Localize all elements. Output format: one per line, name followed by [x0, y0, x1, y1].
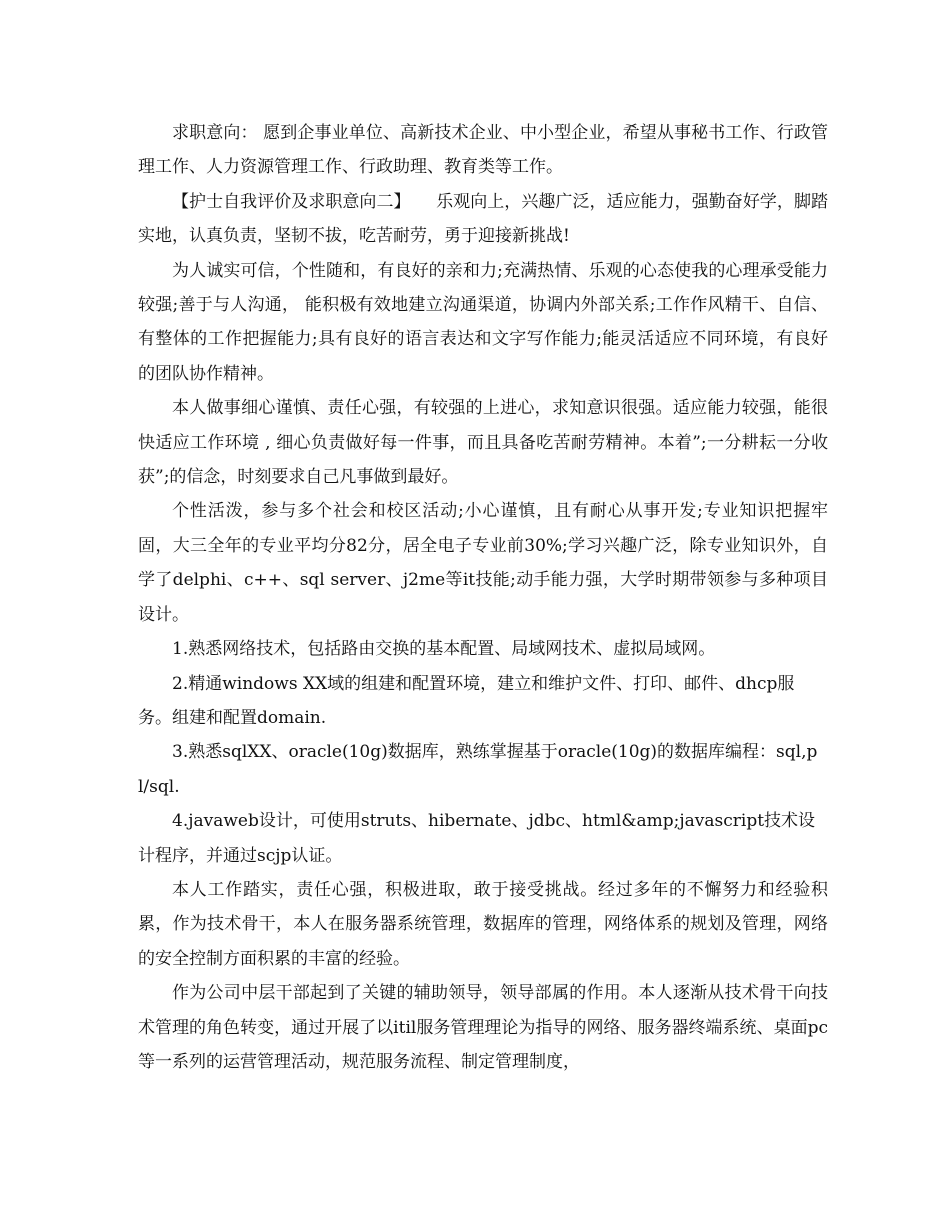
paragraph-education-skills: 个性活泼，参与多个社会和校区活动;小心谨慎，且有耐心从事开发;专业知识把握牢固，大三全年的专业平均分82分，居全电子专业前30%;学习兴趣广泛，除专业知识外，自学了delphi、c++、sql server、j2me等it技能;动手能力强，大学时期带领参与多种项目设计。 [138, 501, 828, 625]
paragraph-skill-database: 3.熟悉sqlXX、oracle(10g)数据库，熟练掌握基于oracle(10g)的数据库编程：sql,pl/sql. [138, 742, 818, 797]
document-page [138, 116, 828, 1079]
paragraph-job-intention: 求职意向： 愿到企事业单位、高新技术企业、中小型企业，希望从事秘书工作、行政管理工作、人力资源管理工作、行政助理、教育类等工作。 [138, 123, 828, 178]
paragraph-self-evaluation-heading: 【护士自我评价及求职意向二】 乐观向上，兴趣广泛，适应能力，强勤奋好学，脚踏实地，认真负责，坚韧不拔，吃苦耐劳，勇于迎接新挑战! [138, 191, 828, 247]
paragraph-personality: 为人诚实可信，个性随和，有良好的亲和力;充满热情、乐观的心态使我的心理承受能力较强;善于与人沟通， 能积极有效地建立沟通渠道，协调内外部关系;工作作风精干、自信、有整体的工作把握能力;具有良好的语言表达和文字写作能力;能灵活适应不同环境，有良好的团队协作精神。 [138, 260, 828, 384]
paragraph-skill-javaweb: 4.javaweb设计，可使用struts、hibernate、jdbc、html&amp;javascript技术设计程序，并通过scjp认证。 [138, 811, 816, 866]
paragraph-management-role: 作为公司中层干部起到了关键的辅助领导，领导部属的作用。本人逐渐从技术骨干向技术管理的角色转变，通过开展了以itil服务管理理论为指导的网络、服务器终端系统、桌面pc等一系列的运营管理活动，规范服务流程、制定管理制度， [138, 983, 828, 1072]
paragraph-work-experience: 本人工作踏实，责任心强，积极进取，敢于接受挑战。经过多年的不懈努力和经验积累，作为技术骨干，本人在服务器系统管理，数据库的管理，网络体系的规划及管理，网络的安全控制方面积累的丰富的经验。 [138, 879, 828, 969]
paragraph-skill-network: 1.熟悉网络技术，包括路由交换的基本配置、局域网技术、虚拟局域网。 [172, 639, 716, 660]
paragraph-skill-windows: 2.精通windows XX域的组建和配置环境，建立和维护文件、打印、邮件、dhcp服务。组建和配置domain. [138, 673, 795, 728]
paragraph-work-attitude: 本人做事细心谨慎、责任心强，有较强的上进心，求知意识很强。适应能力较强，能很快适应工作环境 , 细心负责做好每一件事，而且具备吃苦耐劳精神。本着”;一分耕耘一分收获”;的信念，时刻要求自己凡事做到最好。 [138, 398, 828, 488]
